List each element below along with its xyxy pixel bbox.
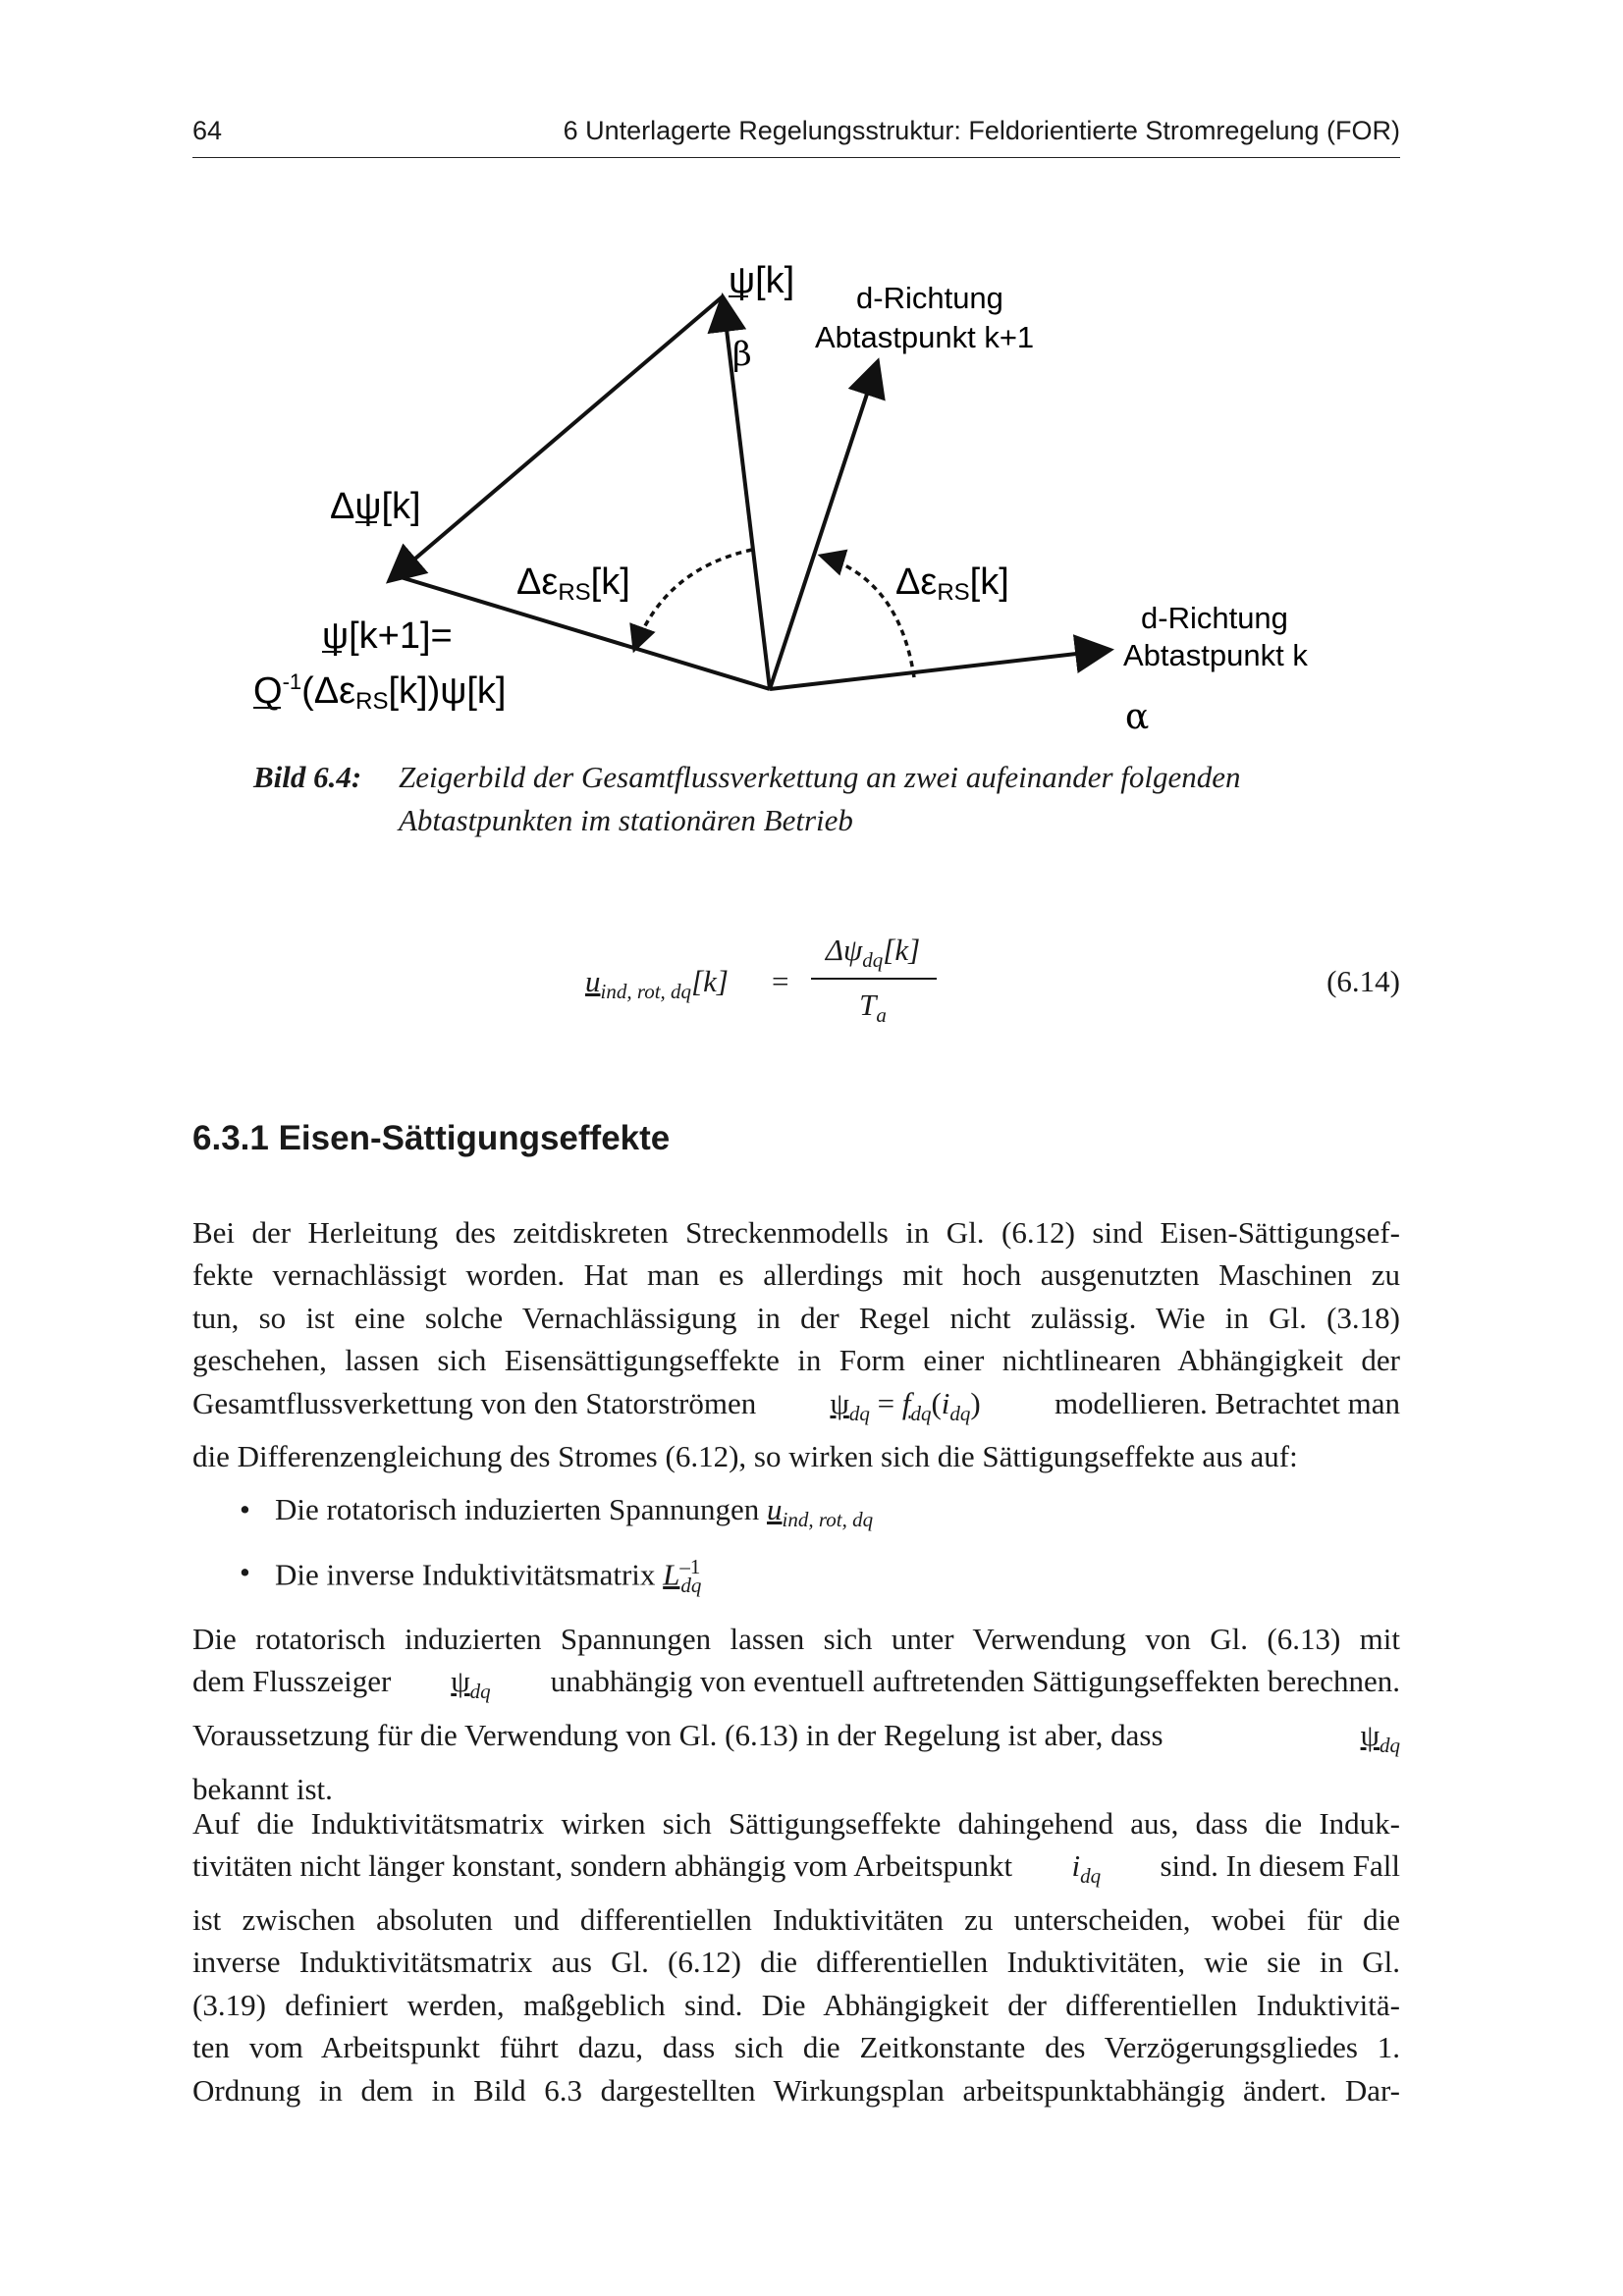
vector-delta-psi — [389, 296, 723, 581]
fraction-line — [811, 978, 937, 980]
para2-line-4: bekannt ist. — [192, 1771, 333, 1806]
equation-6-14 — [192, 933, 1400, 1041]
caption-label: Bild 6.4: — [253, 760, 362, 794]
equation-lhs: $u_{ind, rot, dq}[k]$ — [585, 964, 729, 1004]
para3-line-1: Auf die Induktivitätsmatrix wirken sich Sättigungseffekte dahingehend aus, dass die Induk- — [192, 1806, 1400, 1841]
para3-line-2: tivitäten nicht länger konstant, sondern abhängig vom Arbeitspunkt $i_{dq}$ sind. In diesem Fall — [192, 1848, 1400, 1889]
paragraph-2 — [192, 1618, 1400, 1810]
vector-d-axis-k — [770, 650, 1110, 689]
para3-line-3: ist zwischen absoluten und differentiellen Induktivitäten zu unterscheiden, wobei für die — [192, 1902, 1400, 1937]
caption-text — [399, 756, 1380, 842]
para3-line-5: (3.19) definiert werden, maßgeblich sind. Die Abhängigkeit der differentiellen Induktivitä- — [192, 1987, 1400, 2022]
paragraph-3 — [192, 1802, 1400, 2111]
caption-line-1: Zeigerbild der Gesamtflussverkettung an zwei aufeinander folgenden — [399, 760, 1241, 794]
section-heading: 6.3.1 Eisen-Sättigungseffekte — [192, 1119, 671, 1157]
page: 64 6 Unterlagerte Regelungsstruktur: Feldorientierte Stromregelung (FOR) ψ[k] β d-Richtung Abtastpunkt k+1 Δψ[k] ΔεRS[k] ΔεRS[k] ψ[k+1]= $Q^{-1}(\Delta\varepsilon RS[k])\psi[k]$ d-Richtung Abtastpunkt k α Bild 6.4: Zeigerbild der Gesamtflussverkettung an zwei aufeinander folgenden Abtastpunkten im stationären Betrieb $u_{ind, rot, dq}[k]$ = $\Delta\psi_{dq}[k]$ $T_a$ (6.14) 6.3.1 Eisen-Sättigungseffekte Bei der Herleitung des zeitdiskreten Streckenmodells in Gl. (6.12) sind Eisen-Sättigungsef- fekte vernachlässigt worden. Hat man es allerdings mit hoch ausgenutzten Maschinen zu tun, so ist eine solche Vernachlässigung in der Regel nicht zulässig. Wie in Gl. (3.18) geschehen, lassen sich Eisensättigungseffekte in Form einer nichtlinearen Abhängigkeit der Gesamtflussverkettung von den Statorströmen $\psi_{dq} = f_{dq}(i_{dq})$ modellieren. Betrachtet man die Differenzengleichung des Stromes (6.12), so wirken sich die Sättigungseffekte aus auf: • Die rotatorisch induzierten Spannungen $u_{ind, rot, dq}$ • Die inverse Induktivitätsmatrix $L^{-1}_{dq}$ Die rotatorisch induzierten Spannungen lassen sich unter Verwendung von Gl. (6.13) mit dem Flusszeiger $\psi_{dq}$ unabhängig von eventuell auftretenden Sättigungseffekten berechnen. Voraussetzung für die Verwendung von Gl. (6.13) in der Regelung ist aber, dass $\psi_{dq}$ bekannt ist. Auf die Induktivitätsmatrix wirken sich Sättigungseffekte dahingehend aus, dass die Induk- tivitäten nicht länger konstant, sondern abhängig vom Arbeitspunkt $i_{dq}$ sind. In diesem Fall ist zwischen absoluten und differentiellen Induktivitäten zu unterscheiden, wobei für die inverse Induktivitätsmatrix aus Gl. (6.12) die differentiellen Induktivitäten, wie sie in Gl. (3.19) definiert werden, maßgeblich sind. Die Abhängigkeit der differentiellen Induktivitä- ten vom Arbeitspunkt führt dazu, dass sich die Zeitkonstante des Verzögerungsgliedes 1. Ordnung in dem in Bild 6.3 dargestellten Wirkungsplan arbeitspunktabhängig ändert. Dar- — [0, 0, 1623, 2296]
bullet-dot: • — [240, 1555, 250, 1589]
equation-equals: = — [772, 964, 789, 998]
label-d-dir-k1-line2: Abtastpunkt k+1 — [815, 320, 1035, 354]
para2-line-3: Voraussetzung für die Verwendung von Gl. (6.13) in der Regelung ist aber, dass $\psi_{dq}$ — [192, 1718, 1400, 1758]
para2-line-2: dem Flusszeiger $\psi_{dq}$ unabhängig von eventuell auftretenden Sättigungseffekten berechnen. — [192, 1664, 1400, 1704]
para2-line-1: Die rotatorisch induzierten Spannungen lassen sich unter Verwendung von Gl. (6.13) mit — [192, 1622, 1400, 1656]
label-d-dir-k-line2: Abtastpunkt k — [1123, 638, 1308, 672]
label-delta-psi: Δψ[k] — [330, 486, 421, 527]
running-header — [192, 116, 1400, 158]
para3-line-6: ten vom Arbeitspunkt führt dazu, dass sich die Zeitkonstante des Verzögerungsgliedes 1. — [192, 2030, 1400, 2065]
running-title: 6 Unterlagerte Regelungsstruktur: Feldorientierte Stromregelung (FOR) — [563, 116, 1400, 145]
paragraph-1 — [192, 1211, 1400, 1478]
para1-line-2: fekte vernachlässigt worden. Hat man es allerdings mit hoch ausgenutzten Maschinen zu — [192, 1257, 1400, 1293]
phasor-diagram — [192, 265, 1400, 746]
label-beta: β — [732, 335, 752, 374]
equation-denominator: $T_a$ — [859, 988, 887, 1028]
caption-line-2: Abtastpunkten im stationären Betrieb — [399, 803, 853, 837]
para3-line-4: inverse Induktivitätsmatrix aus Gl. (6.12) die differentiellen Induktivitäten, wie sie in Gl. — [192, 1945, 1400, 1980]
label-d-dir-k-line1: d-Richtung — [1141, 601, 1288, 635]
para1-line-1: Bei der Herleitung des zeitdiskreten Streckenmodells in Gl. (6.12) sind Eisen-Sättigungsef- — [192, 1215, 1400, 1250]
vector-d-axis-k1 — [770, 361, 878, 689]
para1-line-6: die Differenzengleichung des Stromes (6.12), so wirken sich die Sättigungseffekte aus auf: — [192, 1439, 1298, 1474]
label-delta-eps-right: ΔεRS[k] — [895, 561, 1009, 606]
equation-numerator: $\Delta\psi_{dq}[k]$ — [825, 933, 921, 973]
label-psi-k: ψ[k] — [729, 265, 795, 301]
label-alpha: α — [1125, 697, 1150, 737]
para1-line-4: geschehen, lassen sich Eisensättigungseffekte in Form einer nichtlinearen Abhängigkeit der — [192, 1343, 1400, 1378]
phasor-diagram-svg — [192, 265, 1400, 746]
bullet-dot: • — [240, 1492, 250, 1526]
label-psi-k1: ψ[k+1]= — [322, 615, 453, 657]
label-d-dir-k1-line1: d-Richtung — [856, 281, 1003, 315]
label-q-inverse: $Q^{-1}(\Delta\varepsilon RS[k])\psi[k]$ — [253, 669, 507, 715]
para1-line-3: tun, so ist eine solche Vernachlässigung in der Regel nicht zulässig. Wie in Gl. (3.18) — [192, 1300, 1400, 1335]
para1-line-5: Gesamtflussverkettung von den Statorströmen $\psi_{dq} = f_{dq}(i_{dq})$ modellieren. Betrachtet man — [192, 1385, 1400, 1425]
equation-number: (6.14) — [1326, 964, 1400, 998]
page-number: 64 — [192, 116, 223, 145]
label-delta-eps-left: ΔεRS[k] — [516, 561, 630, 606]
angle-arc-left — [634, 550, 752, 650]
para3-line-7: Ordnung in dem in Bild 6.3 dargestellten Wirkungsplan arbeitspunktabhängig ändert. Dar- — [192, 2072, 1400, 2108]
